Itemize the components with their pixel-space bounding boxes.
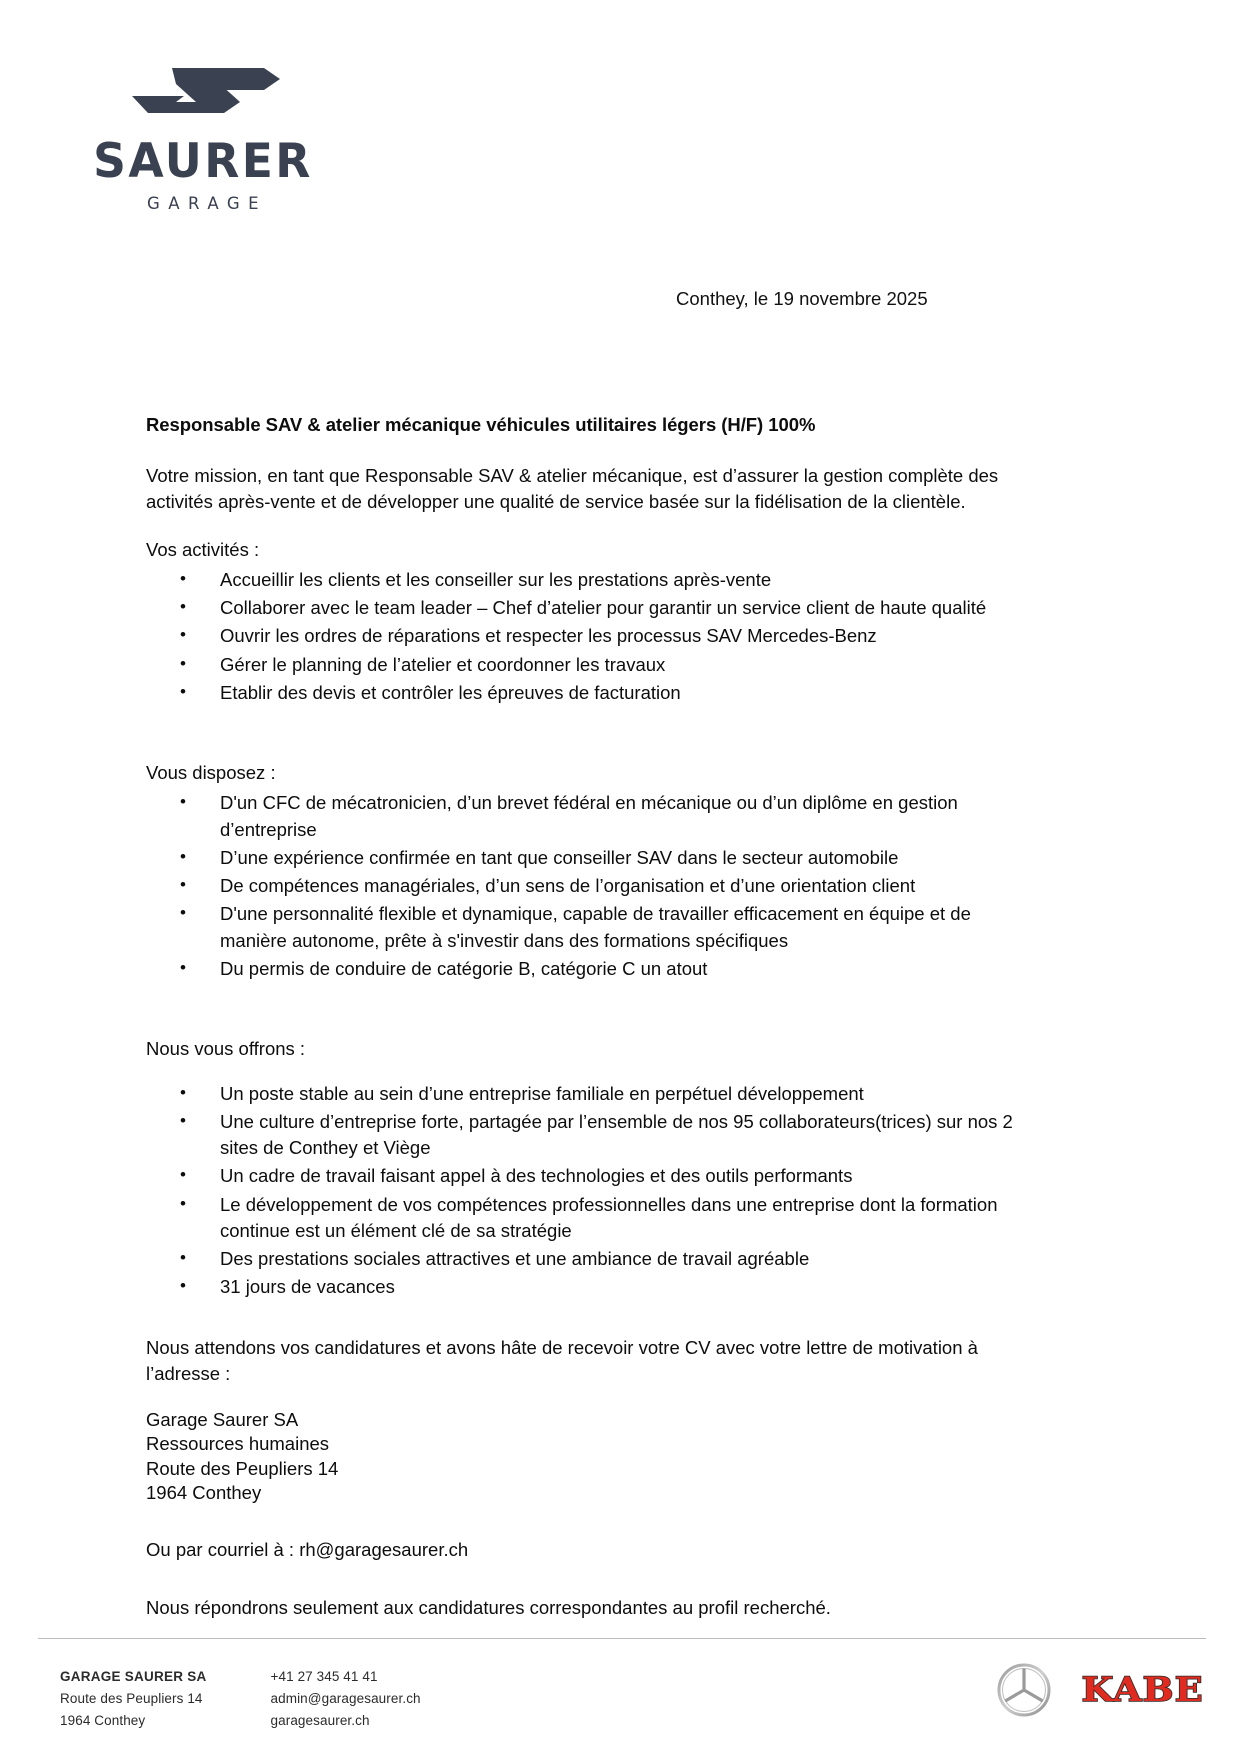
footer-phone: +41 27 345 41 41 (270, 1669, 378, 1684)
spacer (146, 1505, 1026, 1537)
list-item: • De compétences managériales, d’un sens de l’organisation et d’une orientation client (146, 873, 1026, 899)
list-item: • Collaborer avec le team leader – Chef d’atelier pour garantir un service client de haute qualité (146, 595, 1026, 621)
saurer-subtitle: GARAGE (146, 194, 268, 213)
activities-label: Vos activités : (146, 538, 260, 560)
list-item: • Le développement de vos compétences professionnelles dans une entreprise dont la formation continue est un élément clé de sa stratégie (146, 1192, 1026, 1245)
list-item: • Une culture d’entreprise forte, partagée par l’ensemble de nos 95 collaborateurs(trices) sur nos 2 sites de Conthey et Viège (146, 1109, 1026, 1162)
mission-paragraph: Votre mission, en tant que Responsable SAV & atelier mécanique, est d’assurer la gestion complète des activités après-vente et de développer une qualité de service basée sur la fidélisation de la clientèle. (146, 465, 999, 513)
list-item: • Etablir des devis et contrôler les épreuves de facturation (146, 680, 1026, 706)
list-item: • D'une personnalité flexible et dynamique, capable de travailler efficacement en équipe et de manière autonome, prête à s'investir dans des formations spécifiques (146, 901, 1026, 954)
offers-list (146, 1081, 1026, 1301)
footer-brand-logos (996, 1662, 1204, 1718)
address-block (146, 1408, 1026, 1505)
requirements-list (146, 790, 1026, 982)
job-title: Responsable SAV & atelier mécanique véhicules utilitaires légers (H/F) 100% (146, 414, 816, 435)
list-item: • Du permis de conduire de catégorie B, catégorie C un atout (146, 956, 1026, 982)
offer-label: Nous vous offrons : (146, 1038, 306, 1060)
list-item: • D’une expérience confirmée en tant que conseiller SAV dans le secteur automobile (146, 845, 1026, 871)
activities-list (146, 567, 1026, 706)
address-line: Garage Saurer SA (146, 1409, 299, 1431)
closing-paragraph: Nous répondrons seulement aux candidatures correspondantes au profil recherché. (146, 1597, 831, 1619)
footer-email[interactable]: admin@garagesaurer.ch (270, 1690, 421, 1706)
list-item: • Un cadre de travail faisant appel à des technologies et des outils performants (146, 1163, 1026, 1189)
email-line: Ou par courriel à : rh@garagesaurer.ch (146, 1539, 469, 1561)
footer-city: 1964 Conthey (60, 1712, 146, 1728)
footer-street: Route des Peupliers 14 (60, 1690, 203, 1706)
footer-contact (60, 1666, 421, 1732)
mercedes-benz-star-icon (996, 1662, 1052, 1718)
saurer-wordmark: SAURER (93, 134, 313, 189)
letter-body (146, 414, 1026, 1622)
address-line: Route des Peupliers 14 (146, 1457, 339, 1479)
footer-divider (38, 1638, 1206, 1639)
list-item: • Gérer le planning de l’atelier et coordonner les travaux (146, 652, 1026, 678)
application-paragraph: Nous attendons vos candidatures et avons hâte de recevoir votre CV avec votre lettre de motivation à l’adresse : (146, 1336, 978, 1384)
requirements-label: Vous disposez : (146, 762, 276, 784)
list-item: • 31 jours de vacances (146, 1274, 1026, 1300)
spacer (146, 708, 1026, 760)
spacer (146, 1303, 1026, 1335)
footer-address-column (60, 1666, 207, 1732)
address-line: Ressources humaines (146, 1433, 330, 1455)
list-item: • Accueillir les clients et les conseiller sur les prestations après-vente (146, 567, 1026, 593)
spacer (146, 1563, 1026, 1595)
letterhead-logo (78, 66, 328, 213)
kabe-logo: KABE (1081, 1670, 1204, 1710)
list-item: • Des prestations sociales attractives et une ambiance de travail agréable (146, 1246, 1026, 1272)
footer-company-name: GARAGE SAURER SA (60, 1669, 207, 1684)
list-item: • D'un CFC de mécatronicien, d’un brevet fédéral en mécanique ou d’un diplôme en gestion d’entreprise (146, 790, 1026, 843)
list-item: • Ouvrir les ordres de réparations et respecter les processus SAV Mercedes-Benz (146, 623, 1026, 649)
spacer (146, 984, 1026, 1036)
footer-website[interactable]: garagesaurer.ch (270, 1712, 370, 1728)
footer-contact-column (271, 1666, 421, 1732)
list-item: • Un poste stable au sein d’une entreprise familiale en perpétuel développement (146, 1081, 1026, 1107)
address-line: 1964 Conthey (146, 1481, 262, 1503)
saurer-emblem-icon (116, 66, 296, 128)
date-line: Conthey, le 19 novembre 2025 (676, 288, 928, 309)
spacer (146, 1067, 1026, 1081)
